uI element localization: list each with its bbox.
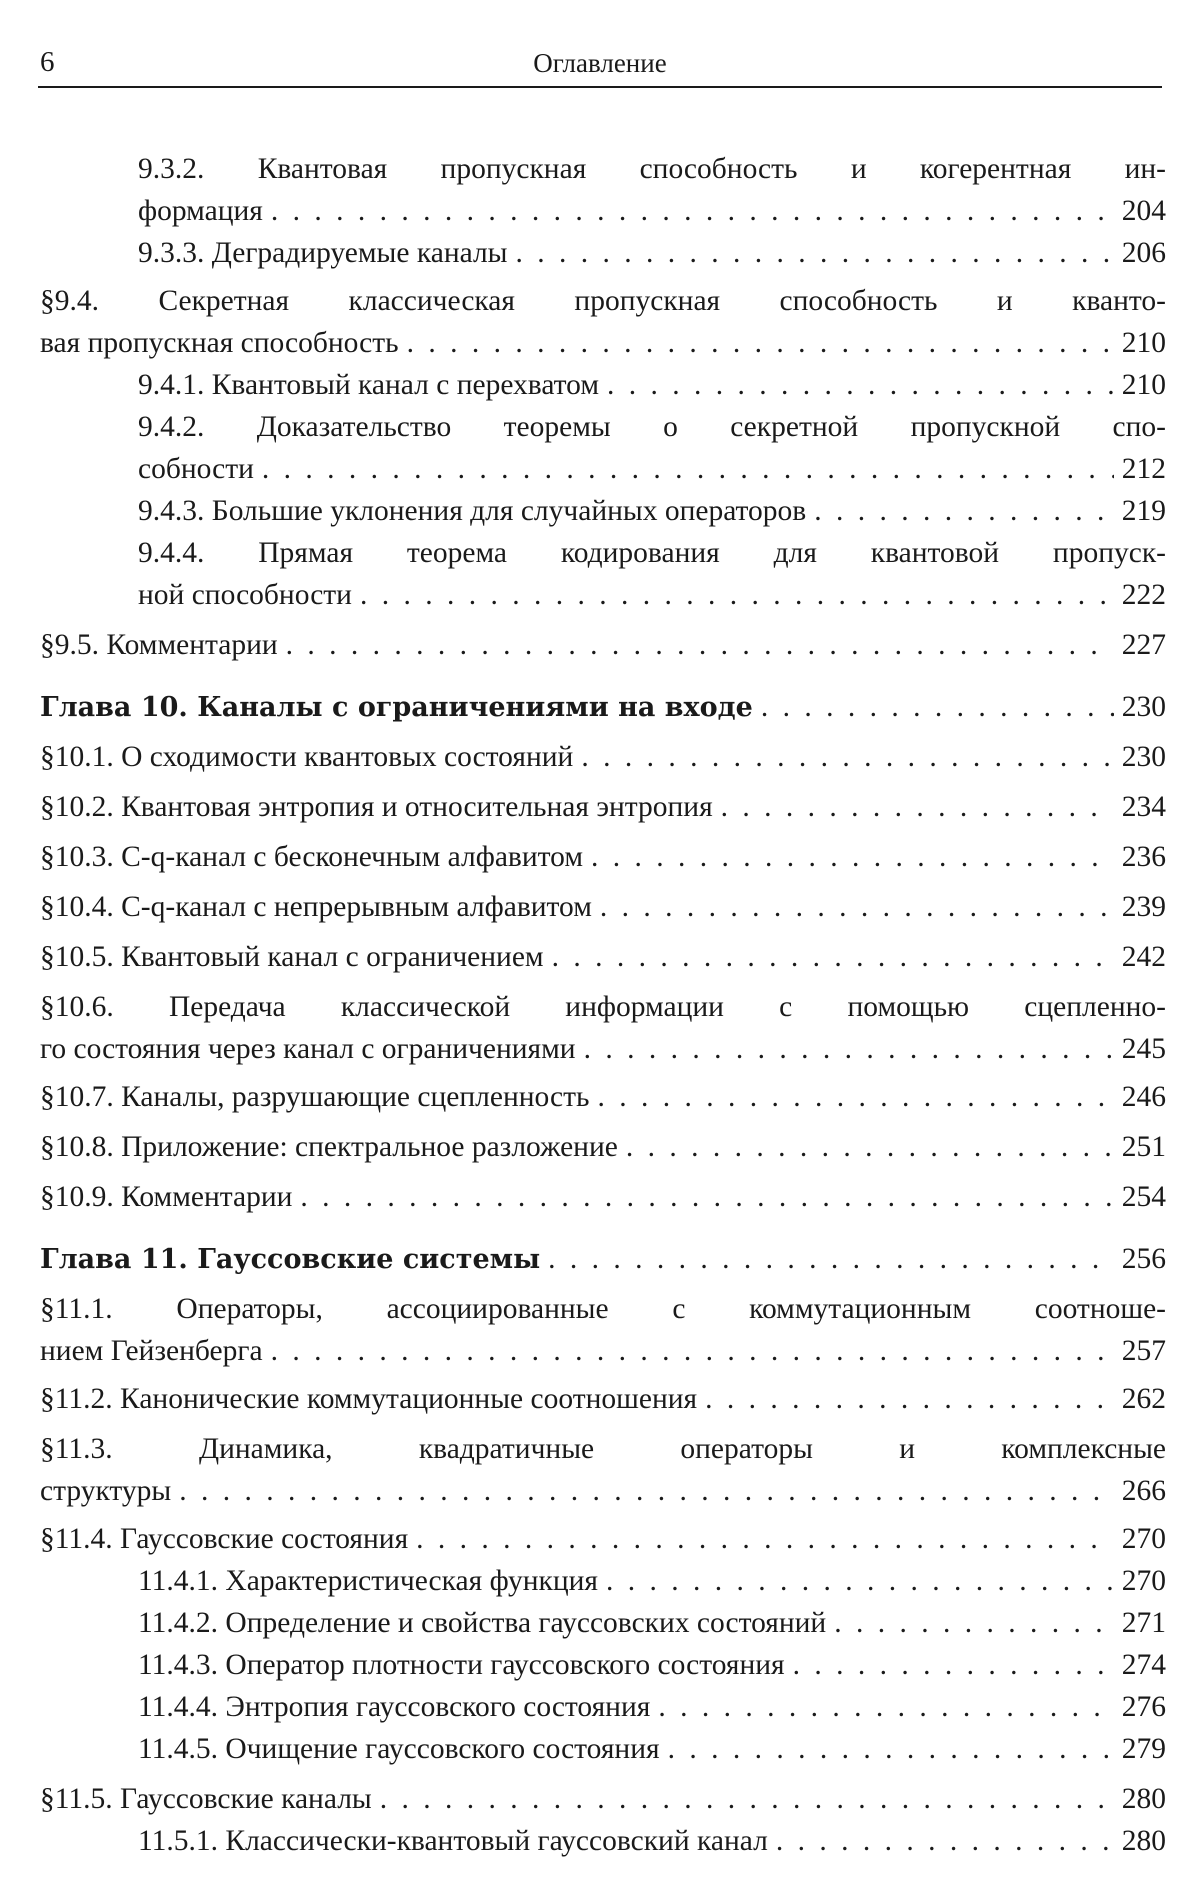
toc-page-number: 274 — [1121, 1649, 1166, 1681]
toc-leader-dots — [552, 936, 1114, 978]
toc-entry-title: 11.4.2. Определение и свойства гауссовских состояний — [138, 1607, 827, 1639]
toc-subsection-entry[interactable] — [40, 232, 1166, 274]
toc-line-last — [40, 1470, 1166, 1512]
toc-page-number: 254 — [1121, 1181, 1166, 1213]
toc-leader-dots — [668, 1728, 1114, 1770]
running-title: Оглавление — [533, 48, 667, 78]
toc-line-last — [138, 1728, 1166, 1770]
toc-line-last — [138, 232, 1166, 274]
toc-entry-title: §10.1. О сходимости квантовых состояний — [40, 741, 574, 773]
toc-entry-title: §10.5. Квантовый канал с ограничением — [40, 941, 544, 973]
toc-entry-title: 9.3.2. Квантовая пропускная способность и когерентная ин- — [138, 153, 1166, 185]
toc-entry-title: §11.1. Операторы, ассоциированные с коммутационным соотноше- — [40, 1293, 1166, 1325]
toc-line-last — [40, 1518, 1166, 1560]
toc-leader-dots — [407, 322, 1114, 364]
toc-subsection-entry[interactable] — [40, 364, 1166, 406]
toc-subsection-entry[interactable] — [40, 1728, 1166, 1770]
toc-section-entry[interactable] — [40, 1076, 1166, 1118]
toc-subsection-entry[interactable] — [40, 1820, 1166, 1862]
toc-page-number: 280 — [1121, 1783, 1166, 1815]
toc-subsection-entry[interactable] — [40, 490, 1166, 532]
toc-page-number: 280 — [1121, 1825, 1166, 1857]
toc-leader-dots — [591, 836, 1114, 878]
toc-section-entry[interactable] — [40, 1176, 1166, 1218]
toc-section-entry[interactable] — [40, 624, 1166, 666]
toc-section-entry[interactable] — [40, 1428, 1166, 1512]
toc-line-last — [40, 1176, 1166, 1218]
toc-entry-title: 9.4.3. Большие уклонения для случайных операторов — [138, 495, 807, 527]
toc-page-number: 242 — [1121, 941, 1166, 973]
toc-line-last — [40, 1076, 1166, 1118]
toc-entry-title: Глава 10. Каналы с ограничениями на входе — [40, 692, 753, 723]
toc-section-entry[interactable] — [40, 1378, 1166, 1420]
toc-entry-title: нием Гейзенберга — [40, 1335, 263, 1367]
toc-entry-title: 11.5.1. Классически-квантовый гауссовский канал — [138, 1825, 768, 1857]
toc-line-last — [40, 1778, 1166, 1820]
toc-leader-dots — [271, 1330, 1114, 1372]
toc-leader-dots — [705, 1378, 1114, 1420]
toc-line-last — [138, 448, 1166, 490]
toc-page-number: 251 — [1121, 1131, 1166, 1163]
toc-page-number: 234 — [1121, 791, 1166, 823]
toc-entry-title: собности — [138, 453, 254, 485]
toc-entry-title: Глава 11. Гауссовские системы — [40, 1244, 541, 1275]
toc-page-number: 230 — [1121, 741, 1166, 773]
toc-entry-title: 11.4.3. Оператор плотности гауссовского состояния — [138, 1649, 785, 1681]
toc-page-number: 210 — [1121, 369, 1166, 401]
toc-subsection-entry[interactable] — [40, 1560, 1166, 1602]
toc-page-number: 245 — [1121, 1033, 1166, 1065]
toc-chapter-entry[interactable] — [40, 1238, 1166, 1280]
toc-leader-dots — [271, 190, 1114, 232]
toc-page-number: 270 — [1121, 1523, 1166, 1555]
toc-line-last — [40, 322, 1166, 364]
toc-entry-title: §10.7. Каналы, разрушающие сцепленность — [40, 1081, 590, 1113]
toc-page-number: 204 — [1121, 195, 1166, 227]
toc-subsection-entry[interactable] — [40, 1644, 1166, 1686]
toc-leader-dots — [607, 364, 1114, 406]
toc-subsection-entry[interactable] — [40, 148, 1166, 232]
toc-entry-title: §10.3. C-q-канал с бесконечным алфавитом — [40, 841, 583, 873]
toc-entry-title: 9.4.1. Квантовый канал с перехватом — [138, 369, 600, 401]
toc-line-last — [40, 786, 1166, 828]
toc-line-last — [40, 936, 1166, 978]
toc-leader-dots — [606, 1560, 1114, 1602]
toc-line-last — [40, 886, 1166, 928]
toc-leader-dots — [600, 886, 1114, 928]
toc-entry-title: вая пропускная способность — [40, 327, 399, 359]
toc-subsection-entry[interactable] — [40, 1602, 1166, 1644]
toc-line — [40, 986, 1166, 1028]
toc-page-number: 239 — [1121, 891, 1166, 923]
toc-entry-title: §9.5. Комментарии — [40, 629, 278, 661]
toc-line-last — [40, 624, 1166, 666]
toc-entry-title: ной способности — [138, 579, 352, 611]
toc-line-last — [40, 1028, 1166, 1070]
toc-entry-title: §11.4. Гауссовские состояния — [40, 1523, 409, 1555]
toc-leader-dots — [761, 686, 1114, 728]
toc-line-last — [138, 1602, 1166, 1644]
toc-entry-title: §11.3. Динамика, квадратичные операторы и комплексные — [40, 1433, 1166, 1465]
toc-leader-dots — [262, 448, 1114, 490]
toc-leader-dots — [721, 786, 1114, 828]
toc-leader-dots — [300, 1176, 1113, 1218]
toc-section-entry[interactable] — [40, 280, 1166, 364]
toc-subsection-entry[interactable] — [40, 1686, 1166, 1728]
toc-entry-title: §11.2. Канонические коммутационные соотношения — [40, 1383, 698, 1415]
toc-line-last — [138, 574, 1166, 616]
toc-page-number: 256 — [1121, 1243, 1166, 1275]
toc-page-number: 222 — [1121, 579, 1166, 611]
toc-page-number: 262 — [1121, 1383, 1166, 1415]
toc-leader-dots — [597, 1076, 1113, 1118]
toc-entry-title: 9.4.4. Прямая теорема кодирования для квантовой пропуск- — [138, 537, 1166, 569]
toc-entry-title: го состояния через канал с ограничениями — [40, 1033, 576, 1065]
toc-line-last — [138, 364, 1166, 406]
toc-entry-title: §10.6. Передача классической информации с помощью сцепленно- — [40, 991, 1166, 1023]
toc-page-number: 270 — [1121, 1565, 1166, 1597]
toc-leader-dots — [658, 1686, 1113, 1728]
toc-page-number: 271 — [1121, 1607, 1166, 1639]
page-number: 6 — [40, 46, 55, 78]
toc-entry-title: 11.4.5. Очищение гауссовского состояния — [138, 1733, 660, 1765]
toc-leader-dots — [776, 1820, 1114, 1862]
toc-page-number: 279 — [1121, 1733, 1166, 1765]
toc-leader-dots — [286, 624, 1114, 666]
toc-line — [138, 148, 1166, 190]
toc-section-entry[interactable] — [40, 1126, 1166, 1168]
toc-line — [40, 1428, 1166, 1470]
toc-page-number: 219 — [1121, 495, 1166, 527]
toc-leader-dots — [548, 1238, 1114, 1280]
toc-leader-dots — [179, 1470, 1114, 1512]
toc-entry-title: §9.4. Секретная классическая пропускная способность и кванто- — [40, 285, 1166, 317]
page-header — [38, 38, 1162, 88]
toc-line — [40, 1288, 1166, 1330]
toc-line-last — [40, 1126, 1166, 1168]
toc-line-last — [138, 190, 1166, 232]
toc-leader-dots — [416, 1518, 1114, 1560]
toc-leader-dots — [626, 1126, 1114, 1168]
toc-entry-title: 9.4.2. Доказательство теоремы о секретной пропускной спо- — [138, 411, 1166, 443]
toc-page-number: 276 — [1121, 1691, 1166, 1723]
toc-section-entry[interactable] — [40, 836, 1166, 878]
toc-section-entry[interactable] — [40, 986, 1166, 1070]
toc-chapter-entry[interactable] — [40, 686, 1166, 728]
toc-section-entry[interactable] — [40, 786, 1166, 828]
toc-line-last — [40, 1238, 1166, 1280]
toc-page-number: 212 — [1121, 453, 1166, 485]
toc-leader-dots — [380, 1778, 1114, 1820]
toc-entry-title: §10.2. Квантовая энтропия и относительная энтропия — [40, 791, 713, 823]
toc-leader-dots — [581, 736, 1113, 778]
toc-entry-title: §11.5. Гауссовские каналы — [40, 1783, 372, 1815]
toc-page-number: 257 — [1121, 1335, 1166, 1367]
toc-page-number: 206 — [1121, 237, 1166, 269]
toc-page-number: 236 — [1121, 841, 1166, 873]
toc-section-entry[interactable] — [40, 1288, 1166, 1372]
toc-line-last — [138, 490, 1166, 532]
toc-page-number: 210 — [1121, 327, 1166, 359]
toc-leader-dots — [516, 232, 1114, 274]
toc-page-number: 266 — [1121, 1475, 1166, 1507]
toc-line — [138, 532, 1166, 574]
toc-section-entry[interactable] — [40, 1778, 1166, 1820]
toc-section-entry[interactable] — [40, 736, 1166, 778]
toc-entry-title: формация — [138, 195, 263, 227]
toc-page-number: 246 — [1121, 1081, 1166, 1113]
toc-line-last — [40, 1378, 1166, 1420]
toc-leader-dots — [814, 490, 1114, 532]
toc-page-number: 230 — [1121, 691, 1166, 723]
toc-leader-dots — [584, 1028, 1114, 1070]
toc-line-last — [40, 736, 1166, 778]
toc-line-last — [138, 1686, 1166, 1728]
toc-subsection-entry[interactable] — [40, 406, 1166, 490]
toc-entry-title: §10.9. Комментарии — [40, 1181, 293, 1213]
toc-section-entry[interactable] — [40, 886, 1166, 928]
toc-entry-title: §10.8. Приложение: спектральное разложение — [40, 1131, 618, 1163]
toc-line-last — [138, 1560, 1166, 1602]
toc-page-number: 227 — [1121, 629, 1166, 661]
toc-leader-dots — [834, 1602, 1114, 1644]
toc-section-entry[interactable] — [40, 1518, 1166, 1560]
toc-subsection-entry[interactable] — [40, 532, 1166, 616]
toc-entry-title: структуры — [40, 1475, 172, 1507]
toc-entry-title: §10.4. C-q-канал с непрерывным алфавитом — [40, 891, 592, 923]
toc-line — [40, 280, 1166, 322]
toc-leader-dots — [793, 1644, 1114, 1686]
toc-line-last — [138, 1644, 1166, 1686]
toc-entry-title: 11.4.1. Характеристическая функция — [138, 1565, 598, 1597]
toc-line — [138, 406, 1166, 448]
toc-entry-title: 9.3.3. Деградируемые каналы — [138, 237, 508, 269]
toc-line-last — [138, 1820, 1166, 1862]
toc-line-last — [40, 1330, 1166, 1372]
toc-entry-title: 11.4.4. Энтропия гауссовского состояния — [138, 1691, 651, 1723]
toc-section-entry[interactable] — [40, 936, 1166, 978]
toc-line-last — [40, 836, 1166, 878]
toc-line-last — [40, 686, 1166, 728]
toc-leader-dots — [360, 574, 1114, 616]
